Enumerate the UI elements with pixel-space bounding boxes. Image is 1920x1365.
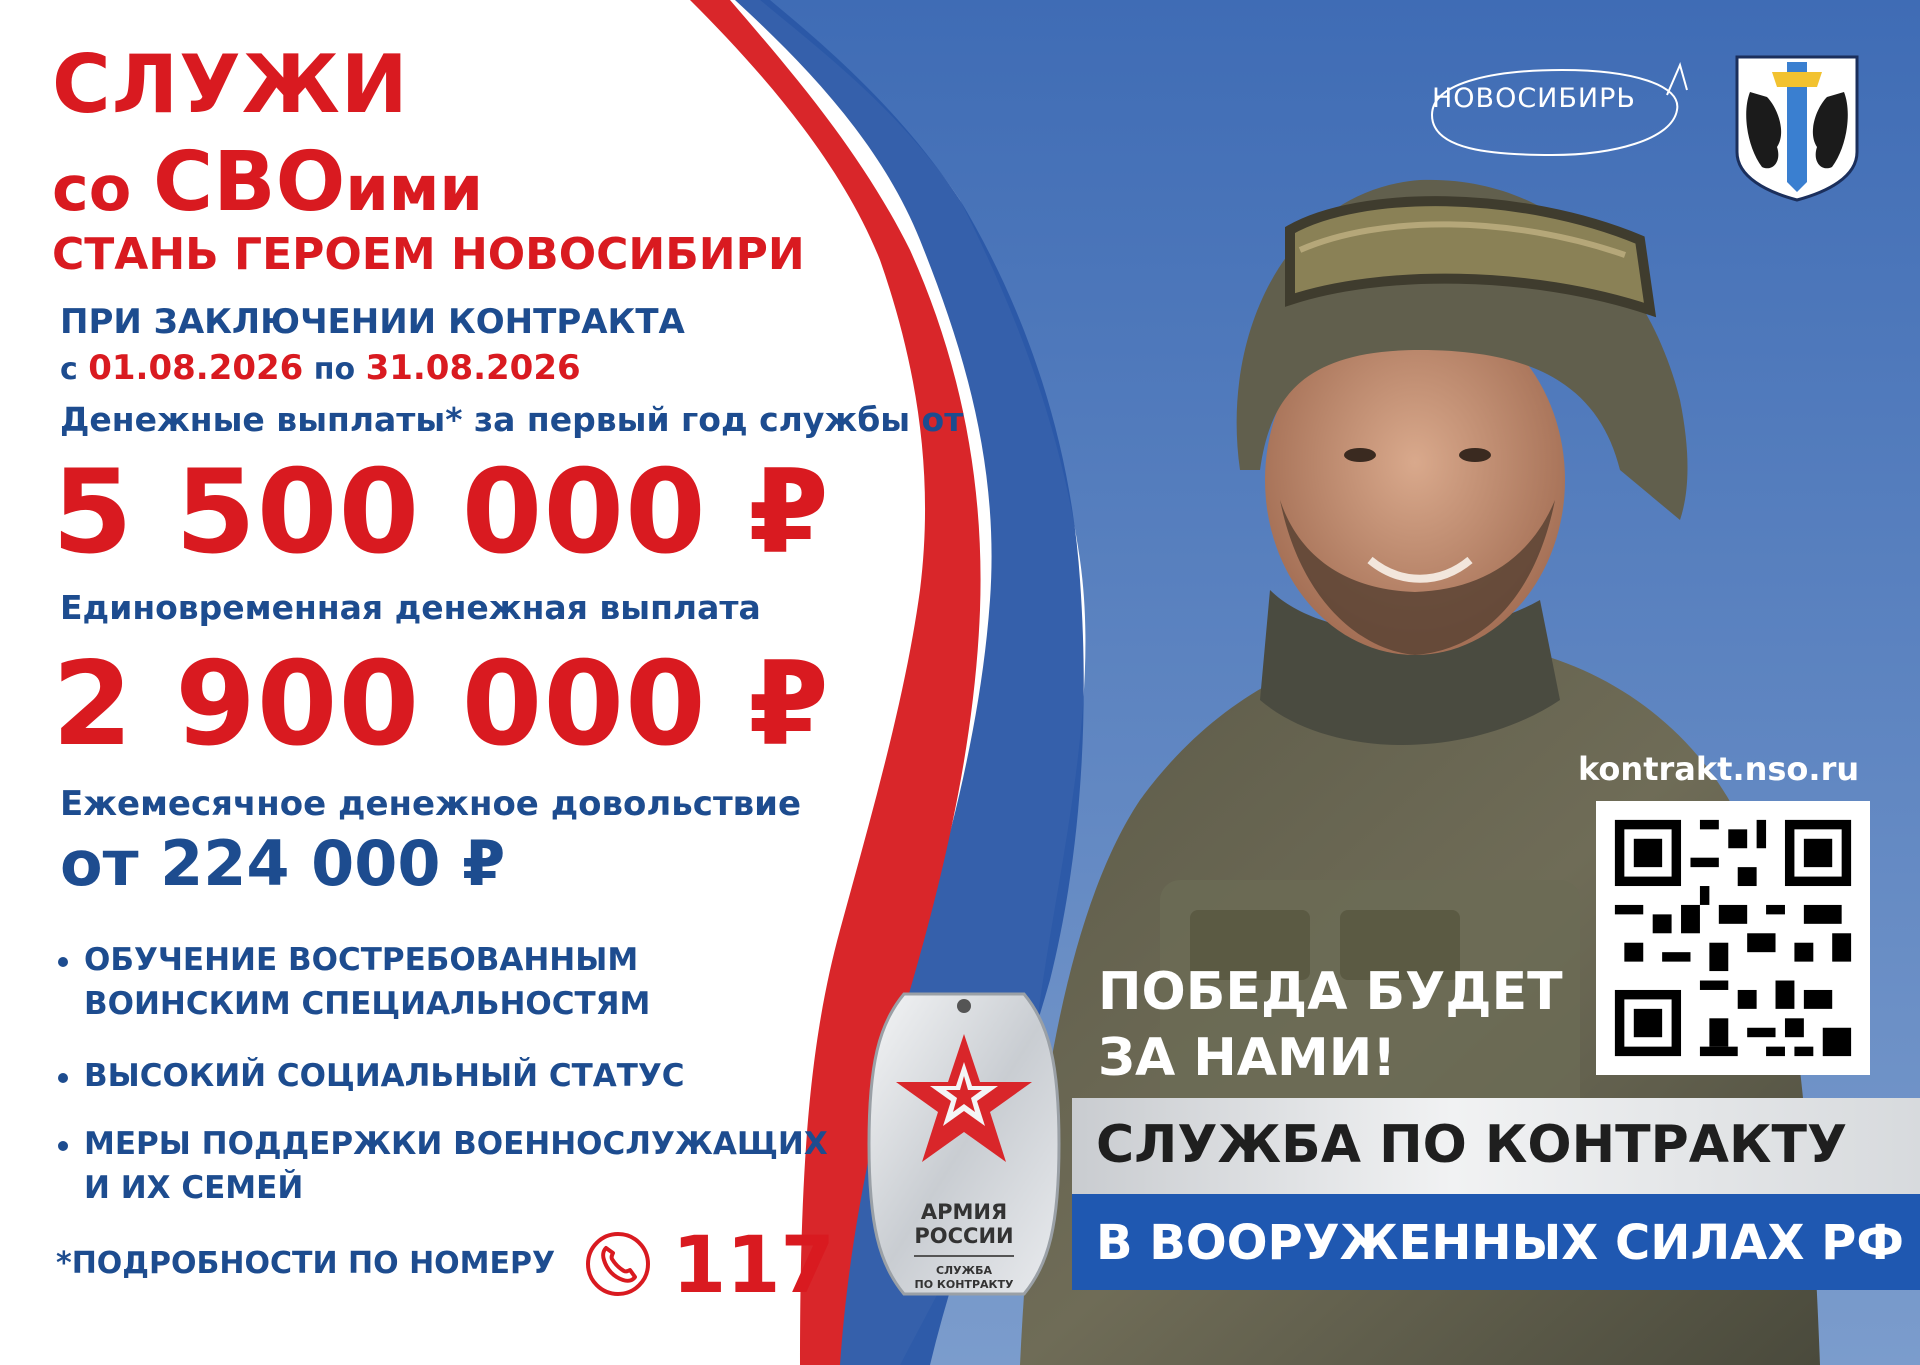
- bullet-icon: [58, 957, 68, 967]
- army-logo-line-4: ПО КОНТРАКТУ: [914, 1278, 1014, 1291]
- bullet-icon: [58, 1141, 68, 1151]
- date-from-prefix: с: [60, 352, 89, 387]
- benefit-item-training: [58, 940, 638, 980]
- headline-svo: СВО: [152, 135, 346, 230]
- benefit-training-line-2: ВОИНСКИМ СПЕЦИАЛЬНОСТЯМ: [84, 986, 651, 1022]
- payment-first-year-amount: 5 500 000 ₽: [52, 445, 830, 580]
- headline-suffix: ими: [345, 152, 483, 225]
- benefit-item-training-cont: [58, 984, 650, 1024]
- contract-dates: [60, 346, 581, 392]
- army-dog-tag-icon: [864, 984, 1064, 1304]
- headline-prefix: со: [52, 152, 153, 225]
- benefit-status-line: ВЫСОКИЙ СОЦИАЛЬНЫЙ СТАТУС: [84, 1058, 685, 1094]
- benefit-support-line-2: И ИХ СЕМЕЙ: [84, 1170, 304, 1206]
- army-logo-line-1: АРМИЯ: [920, 1200, 1008, 1224]
- service-band-subtitle: В ВООРУЖЕННЫХ СИЛАХ РФ: [1096, 1215, 1904, 1271]
- date-to: 31.08.2026: [365, 348, 581, 388]
- slogan-line-1: ПОБЕДА БУДЕТ: [1098, 962, 1563, 1022]
- payment-monthly-amount: от 224 000 ₽: [60, 827, 506, 900]
- payment-lump-sum-label: Единовременная денежная выплата: [60, 588, 761, 627]
- novosibir-logo-text: НОВОСИБИРЬ: [1432, 83, 1636, 114]
- army-logo-line-3: СЛУЖБА: [935, 1264, 993, 1277]
- contract-heading: ПРИ ЗАКЛЮЧЕНИИ КОНТРАКТА: [60, 302, 685, 342]
- payment-monthly-label: Ежемесячное денежное довольствие: [60, 784, 802, 824]
- headline-line-1: СЛУЖИ: [52, 38, 409, 131]
- novosibir-logo: [1412, 55, 1702, 175]
- footnote: *ПОДРОБНОСТИ ПО НОМЕРУ: [56, 1246, 556, 1281]
- date-from: 01.08.2026: [88, 348, 304, 388]
- coat-of-arms-icon: [1732, 52, 1862, 202]
- slogan-line-2: ЗА НАМИ!: [1098, 1028, 1397, 1088]
- phone-icon: [584, 1230, 652, 1298]
- bullet-icon: [58, 1073, 68, 1083]
- date-to-word: по: [303, 352, 366, 387]
- headline-line-2: [52, 133, 483, 239]
- army-logo-line-2: РОССИИ: [914, 1224, 1014, 1248]
- payment-lump-sum-amount: 2 900 000 ₽: [52, 637, 830, 772]
- phone-number[interactable]: 117: [672, 1221, 835, 1311]
- benefit-training-line-1: ОБУЧЕНИЕ ВОСТРЕБОВАННЫМ: [84, 942, 639, 978]
- qr-code-icon[interactable]: [1596, 801, 1870, 1075]
- headline-subtitle: СТАНЬ ГЕРОЕМ НОВОСИБИРИ: [52, 229, 805, 280]
- benefit-item-support-cont: [58, 1168, 303, 1208]
- benefit-support-line-1: МЕРЫ ПОДДЕРЖКИ ВОЕННОСЛУЖАЩИХ: [84, 1126, 828, 1162]
- benefit-item-status: [58, 1056, 685, 1096]
- site-url[interactable]: kontrakt.nso.ru: [1578, 750, 1860, 788]
- service-band-title: СЛУЖБА ПО КОНТРАКТУ: [1096, 1115, 1848, 1175]
- benefit-item-support: [58, 1124, 828, 1164]
- payment-first-year-label: Денежные выплаты* за первый год службы от: [60, 400, 964, 439]
